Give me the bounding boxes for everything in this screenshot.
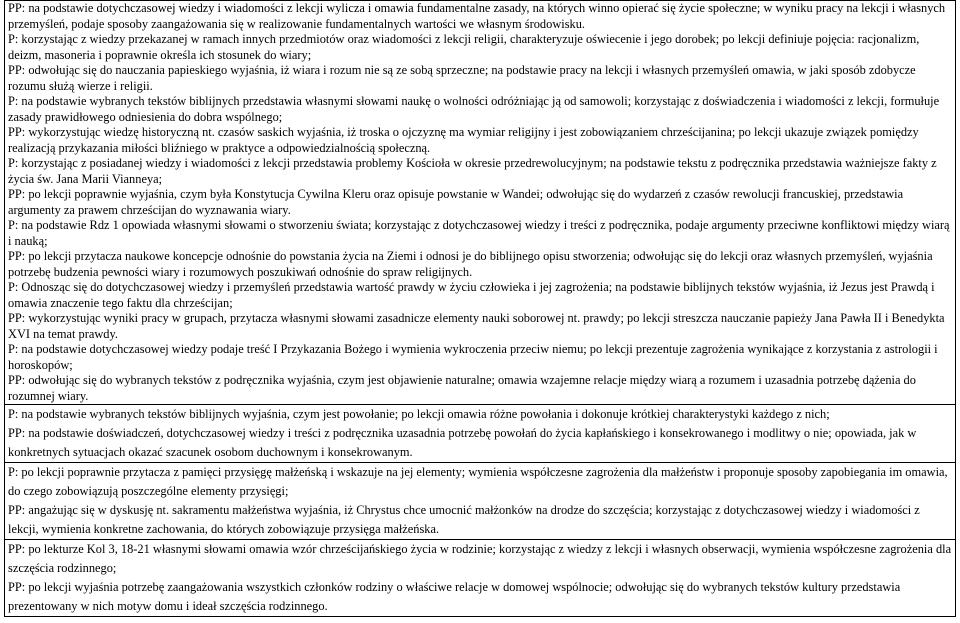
table-row: [5, 1, 956, 405]
table-cell: [5, 463, 956, 540]
paragraph: PP: na podstawie doświadczeń, dotychczasowej wiedzy i treści z podręcznika uzasadnia potrzebę powołań do życia kapłańskiego i konsekrowanego i modlitwy o nie; opowiada, jak w konkretnych sytuacjach okazać szacunek osobom duchownym i konsekrowanym.: [8, 426, 917, 459]
paragraph: PP: odwołując się do nauczania papieskiego wyjaśnia, iż wiara i rozum nie są ze sobą sprzeczne; na podstawie pracy na lekcji i własnych przemyśleń omawia, w jaki sposób zdobycze rozumu służą wierze i religii.: [8, 63, 916, 93]
paragraph: PP: odwołując się do wybranych tekstów z podręcznika wyjaśnia, czym jest objawienie naturalne; omawia wzajemne relacje między wiarą a rozumem i uzasadnia potrzebę dążenia do rozumnej wiary.: [8, 373, 916, 403]
paragraph: P: na podstawie Rdz 1 opowiada własnymi słowami o stworzeniu świata; korzystając z dotychczasowej wiedzy i treści z podręcznika, podaje argumenty przeciwne konfliktowi między wiarą i nauką;: [8, 218, 950, 248]
table-cell: [5, 405, 956, 463]
table-row: [5, 463, 956, 540]
paragraph: P: po lekcji poprawnie przytacza z pamięci przysięgę małżeńską i wskazuje na jej elementy; wymienia współczesne zagrożenia dla małżeństw i proponuje sposoby zapobiegania im omawia, do czego zobowiązują poszczególne elementy przysięgi;: [8, 465, 948, 498]
table-row: [5, 405, 956, 463]
paragraph: PP: angażując się w dyskusję nt. sakramentu małżeństwa wyjaśnia, iż Chrystus chce umocnić małżonków na drodze do szczęścia; korzystając z dotychczasowej wiedzy i wiadomości z lekcji, wymienia konkretne zachowania, do których zobowiązuje przysięga małżeńska.: [8, 503, 920, 536]
paragraph: PP: po lekcji wyjaśnia potrzebę zaangażowania wszystkich członków rodziny o właściwe relacje w domowej wspólnocie; odwołując się do wybranych tekstów kultury przedstawia prezentowany w nich motyw domu i ideał szczęścia rodzinnego.: [8, 580, 901, 613]
paragraph: PP: po lekcji przytacza naukowe koncepcje odnośnie do powstania życia na Ziemi i odnosi je do biblijnego opisu stworzenia; odwołując się do lekcji oraz własnych przemyśleń, wyjaśnia potrzebę budzenia pewności wiary i rozumowych poszukiwań odnośnie do spraw religijnych.: [8, 249, 933, 279]
paragraph: PP: po lekcji poprawnie wyjaśnia, czym była Konstytucja Cywilna Kleru oraz opisuje powstanie w Wandei; odwołując się do wydarzeń z czasów rewolucji francuskiej, przedstawia argumenty za prawem chrześcijan do wyznawania wiary.: [8, 187, 904, 217]
paragraph: P: Odnosząc się do dotychczasowej wiedzy i przemyśleń przedstawia wartość prawdy w życiu człowieka i jej zagrożenia; na podstawie biblijnych tekstów wyjaśnia, iż Jezus jest Prawdą i omawia znaczenie tego faktu dla chrześcijan;: [8, 280, 935, 310]
paragraph: P: na podstawie wybranych tekstów biblijnych przedstawia własnymi słowami naukę o wolności odróżniając ją od samowoli; korzystając z doświadczenia i wiadomości z lekcji, formułuje zasady prawidłowego odniesienia do dobra wspólnego;: [8, 94, 940, 124]
paragraph: P: korzystając z wiedzy przekazanej w ramach innych przedmiotów oraz wiadomości z lekcji religii, charakteryzuje oświecenie i jego dorobek; po lekcji definiuje pojęcia: racjonalizm, deizm, masoneria i poprawnie określa ich stosunek do wiary;: [8, 32, 920, 62]
paragraph: PP: po lekturze Kol 3, 18-21 własnymi słowami omawia wzór chrześcijańskiego życia w rodzinie; korzystając z wiedzy z lekcji i własnych obserwacji, wymienia współczesne zagrożenia dla szczęścia rodzinnego;: [8, 542, 952, 575]
paragraph: PP: wykorzystując wiedzę historyczną nt. czasów saskich wyjaśnia, iż troska o ojczyznę ma wymiar religijny i jest zobowiązaniem chrześcijanina; po lekcji ukazuje związek pomiędzy realizacją przykazania miłości bliźniego w praktyce a odpowiedzialnością społeczną.: [8, 125, 919, 155]
paragraph: P: korzystając z posiadanej wiedzy i wiadomości z lekcji przedstawia problemy Kościoła w okresie przedrewolucyjnym; na podstawie tekstu z podręcznika przedstawia ważniejsze fakty z życia św. Jana Marii Vianneya;: [8, 156, 937, 186]
table-cell: [5, 1, 956, 405]
learning-outcomes-table: [4, 0, 956, 617]
paragraph: PP: na podstawie dotychczasowej wiedzy i wiadomości z lekcji wylicza i omawia fundamentalne zasady, na których winno opierać się życie społeczne; w wyniku pracy na lekcji i własnych przemyśleń, podaje sposoby zaangażowania się w realizowanie fundamentalnych wartości we własnym środowisku.: [8, 1, 946, 31]
table-row: [5, 540, 956, 617]
table-cell: [5, 540, 956, 617]
paragraph: P: na podstawie wybranych tekstów biblijnych wyjaśnia, czym jest powołanie; po lekcji omawia różne powołania i dokonuje krótkiej charakterystyki każdego z nich;: [8, 407, 830, 421]
paragraph: PP: wykorzystując wyniki pracy w grupach, przytacza własnymi słowami zasadnicze elementy nauki soborowej nt. prawdy; po lekcji streszcza nauczanie papieży Jana Pawła II i Benedykta XVI na temat prawdy.: [8, 311, 945, 341]
paragraph: P: na podstawie dotychczasowej wiedzy podaje treść I Przykazania Bożego i wymienia wykroczenia przeciw niemu; po lekcji prezentuje zagrożenia wynikające z korzystania z astrologii i horoskopów;: [8, 342, 938, 372]
